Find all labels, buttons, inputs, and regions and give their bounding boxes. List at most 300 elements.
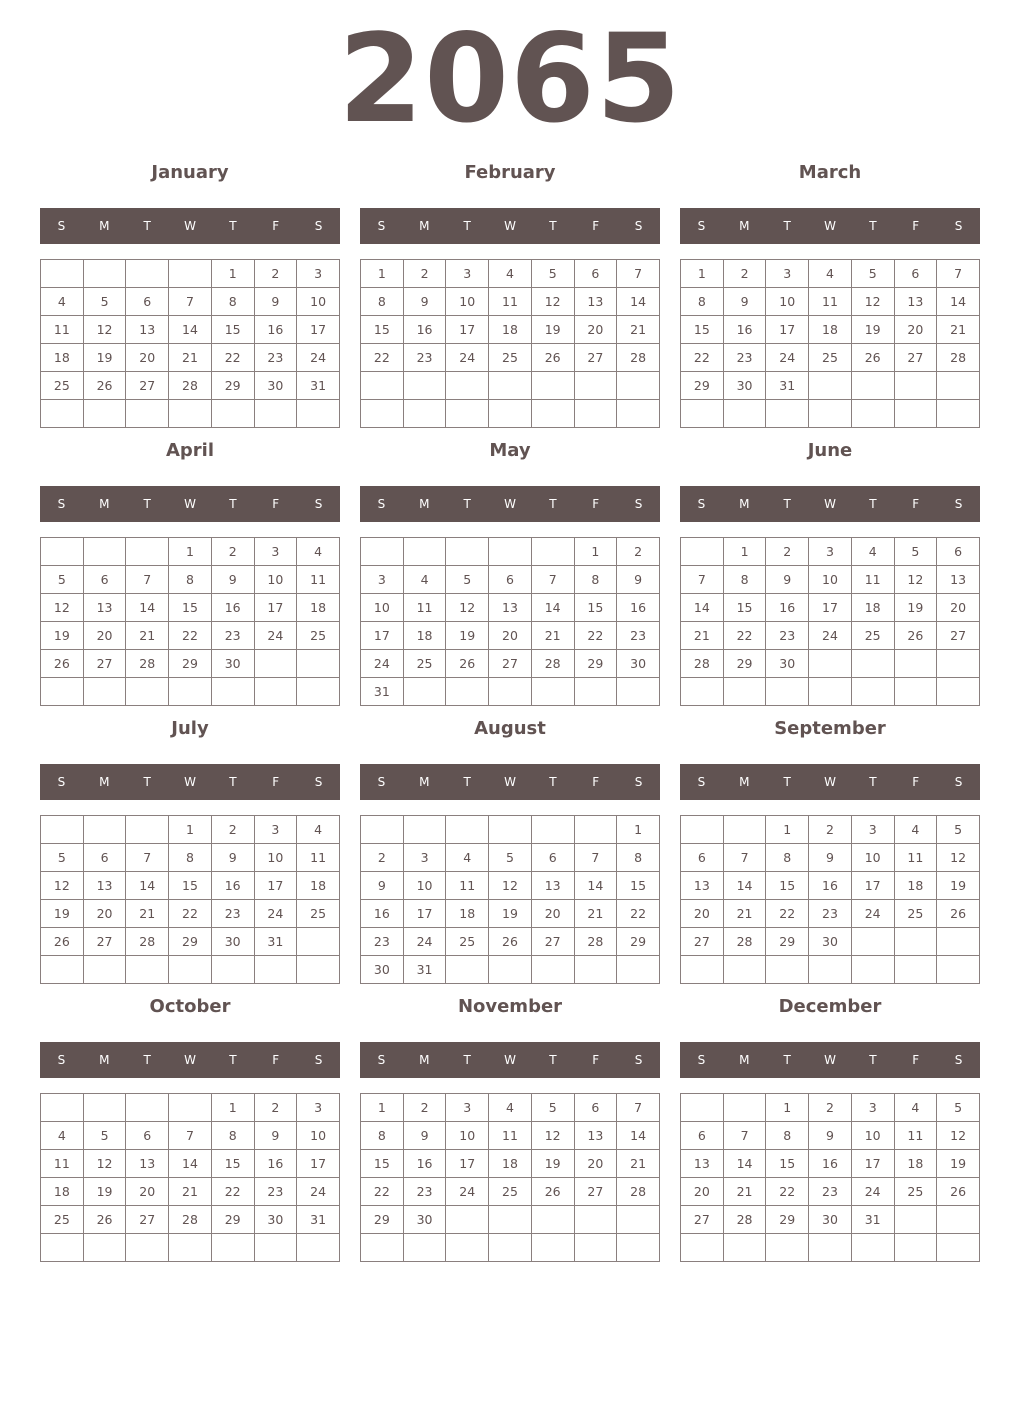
month-name: December (778, 996, 882, 1017)
day-cell: 31 (766, 372, 809, 400)
day-cell (446, 1234, 489, 1262)
week-row (361, 538, 660, 566)
day-cell: 16 (617, 594, 660, 622)
day-cell: 23 (403, 1178, 446, 1206)
day-cell: 31 (254, 928, 297, 956)
day-cell: 5 (937, 816, 980, 844)
day-cell: 3 (851, 1094, 894, 1122)
day-cell (361, 816, 404, 844)
weekday-label: T (229, 775, 237, 789)
day-cell (766, 400, 809, 428)
weekday-label: T (463, 219, 471, 233)
weekday-label: S (377, 219, 386, 233)
weekday-label: S (314, 219, 323, 233)
day-cell: 17 (446, 1150, 489, 1178)
day-cell: 12 (489, 872, 532, 900)
day-cell: 15 (211, 316, 254, 344)
day-cell (169, 1234, 212, 1262)
day-cell (937, 650, 980, 678)
day-cell: 5 (83, 288, 126, 316)
day-grid (40, 537, 340, 706)
day-cell: 29 (766, 928, 809, 956)
weekday-label: M (739, 219, 750, 233)
day-cell: 25 (297, 622, 340, 650)
day-cell: 16 (211, 594, 254, 622)
day-cell (489, 538, 532, 566)
week-row (361, 1206, 660, 1234)
day-cell (894, 678, 937, 706)
weekday-label: F (912, 775, 920, 789)
weekday-label: W (184, 219, 196, 233)
day-cell: 17 (254, 594, 297, 622)
day-cell: 25 (894, 900, 937, 928)
weekday-label: W (184, 775, 196, 789)
day-cell: 2 (403, 1094, 446, 1122)
day-cell: 6 (489, 566, 532, 594)
week-row (41, 566, 340, 594)
day-cell: 16 (254, 316, 297, 344)
day-cell (297, 400, 340, 428)
week-row (681, 1234, 980, 1262)
month-name: March (798, 162, 862, 183)
day-cell: 7 (169, 1122, 212, 1150)
weekday-label: T (463, 1053, 471, 1067)
week-row (41, 344, 340, 372)
day-cell: 8 (211, 1122, 254, 1150)
day-cell (894, 400, 937, 428)
day-cell (937, 400, 980, 428)
day-cell (894, 650, 937, 678)
week-row (361, 622, 660, 650)
weekday-label: T (549, 1053, 557, 1067)
day-cell: 17 (851, 1150, 894, 1178)
day-cell: 4 (894, 1094, 937, 1122)
day-cell: 5 (489, 844, 532, 872)
day-cell (169, 956, 212, 984)
day-cell: 14 (126, 872, 169, 900)
day-cell (254, 1234, 297, 1262)
day-cell: 21 (169, 1178, 212, 1206)
day-cell: 28 (617, 1178, 660, 1206)
day-cell: 9 (723, 288, 766, 316)
day-cell: 3 (809, 538, 852, 566)
day-cell: 10 (809, 566, 852, 594)
week-row (681, 622, 980, 650)
day-grid (360, 1093, 660, 1262)
day-cell (723, 1094, 766, 1122)
day-cell: 1 (574, 538, 617, 566)
day-cell: 9 (361, 872, 404, 900)
day-cell: 18 (894, 1150, 937, 1178)
day-cell: 9 (211, 844, 254, 872)
week-row (41, 1178, 340, 1206)
day-cell: 3 (361, 566, 404, 594)
weekday-label: S (697, 775, 706, 789)
weekday-label: T (783, 497, 791, 511)
day-cell: 23 (361, 928, 404, 956)
day-cell: 15 (766, 872, 809, 900)
day-cell: 12 (894, 566, 937, 594)
day-cell (446, 538, 489, 566)
day-cell (489, 400, 532, 428)
day-cell: 6 (681, 1122, 724, 1150)
day-cell: 17 (809, 594, 852, 622)
day-cell: 10 (851, 1122, 894, 1150)
day-cell: 9 (403, 288, 446, 316)
day-cell: 2 (723, 260, 766, 288)
day-cell: 15 (617, 872, 660, 900)
day-cell: 2 (254, 260, 297, 288)
day-cell (41, 538, 84, 566)
day-cell: 23 (254, 344, 297, 372)
month-name: October (149, 996, 231, 1017)
day-cell: 2 (254, 1094, 297, 1122)
day-cell (531, 956, 574, 984)
day-cell: 30 (723, 372, 766, 400)
weekday-label: M (739, 497, 750, 511)
day-cell: 3 (297, 260, 340, 288)
day-cell (446, 1206, 489, 1234)
day-cell: 9 (403, 1122, 446, 1150)
day-cell: 24 (766, 344, 809, 372)
day-cell: 24 (446, 1178, 489, 1206)
day-grid (40, 259, 340, 428)
weekday-label: F (272, 1053, 280, 1067)
day-cell: 9 (617, 566, 660, 594)
week-row (681, 260, 980, 288)
day-cell: 14 (169, 1150, 212, 1178)
week-row (41, 622, 340, 650)
week-row (361, 928, 660, 956)
day-cell (531, 816, 574, 844)
week-row (361, 678, 660, 706)
day-grid (40, 1093, 340, 1262)
weekday-header (680, 764, 980, 800)
day-cell: 18 (851, 594, 894, 622)
day-cell: 11 (403, 594, 446, 622)
day-cell: 26 (937, 1178, 980, 1206)
day-cell (297, 1234, 340, 1262)
day-cell: 27 (83, 650, 126, 678)
day-cell: 26 (489, 928, 532, 956)
week-row (681, 400, 980, 428)
month-name: January (151, 162, 229, 183)
day-cell: 17 (361, 622, 404, 650)
day-cell: 31 (297, 372, 340, 400)
day-cell: 13 (681, 1150, 724, 1178)
day-cell: 7 (126, 566, 169, 594)
week-row (681, 1094, 980, 1122)
week-row (361, 872, 660, 900)
day-cell (851, 678, 894, 706)
weekday-header (360, 486, 660, 522)
day-cell: 29 (617, 928, 660, 956)
day-cell: 12 (446, 594, 489, 622)
weekday-label: W (184, 1053, 196, 1067)
day-cell: 11 (489, 288, 532, 316)
day-cell: 9 (211, 566, 254, 594)
day-cell: 4 (41, 288, 84, 316)
week-row (361, 1122, 660, 1150)
day-cell: 27 (681, 928, 724, 956)
day-cell (531, 1206, 574, 1234)
week-row (41, 928, 340, 956)
day-cell: 22 (574, 622, 617, 650)
day-cell (41, 956, 84, 984)
day-cell: 11 (894, 1122, 937, 1150)
weekday-label: S (377, 1053, 386, 1067)
day-cell: 7 (574, 844, 617, 872)
day-cell: 10 (446, 288, 489, 316)
day-cell: 13 (894, 288, 937, 316)
day-cell (574, 1234, 617, 1262)
day-cell: 12 (937, 844, 980, 872)
weekday-header (40, 1042, 340, 1078)
day-cell: 10 (254, 566, 297, 594)
day-cell: 21 (723, 900, 766, 928)
week-row (361, 816, 660, 844)
day-cell: 19 (489, 900, 532, 928)
day-cell (937, 928, 980, 956)
day-cell: 21 (937, 316, 980, 344)
day-cell (851, 650, 894, 678)
weekday-label: T (229, 1053, 237, 1067)
day-cell (297, 678, 340, 706)
week-row (41, 956, 340, 984)
day-cell: 19 (937, 1150, 980, 1178)
day-cell: 14 (531, 594, 574, 622)
weekday-label: F (912, 1053, 920, 1067)
day-cell: 19 (83, 344, 126, 372)
week-row (361, 650, 660, 678)
day-cell (83, 400, 126, 428)
day-cell (681, 1234, 724, 1262)
day-cell: 22 (723, 622, 766, 650)
day-cell: 17 (297, 316, 340, 344)
day-cell: 23 (809, 900, 852, 928)
day-cell (574, 678, 617, 706)
day-cell: 4 (297, 816, 340, 844)
day-cell: 4 (489, 260, 532, 288)
week-row (361, 372, 660, 400)
day-cell: 11 (41, 316, 84, 344)
day-cell: 6 (574, 1094, 617, 1122)
weekday-label: W (824, 1053, 836, 1067)
weekday-label: T (143, 497, 151, 511)
week-row (361, 1150, 660, 1178)
day-cell (361, 538, 404, 566)
day-cell (937, 678, 980, 706)
day-cell: 4 (41, 1122, 84, 1150)
day-cell: 22 (766, 900, 809, 928)
day-cell (937, 372, 980, 400)
day-cell (531, 1234, 574, 1262)
day-cell: 20 (574, 1150, 617, 1178)
day-cell (894, 956, 937, 984)
day-cell (809, 650, 852, 678)
day-cell: 26 (83, 372, 126, 400)
weekday-label: F (592, 775, 600, 789)
day-cell: 27 (531, 928, 574, 956)
weekday-label: M (99, 1053, 110, 1067)
day-cell: 15 (681, 316, 724, 344)
day-cell: 18 (809, 316, 852, 344)
day-cell: 28 (681, 650, 724, 678)
day-cell: 20 (574, 316, 617, 344)
day-cell: 29 (766, 1206, 809, 1234)
day-cell: 28 (723, 1206, 766, 1234)
day-cell: 26 (41, 928, 84, 956)
day-cell: 16 (254, 1150, 297, 1178)
day-cell (894, 372, 937, 400)
day-cell: 21 (617, 316, 660, 344)
day-cell: 8 (211, 288, 254, 316)
week-row (681, 344, 980, 372)
day-cell: 23 (617, 622, 660, 650)
weekday-label: T (869, 775, 877, 789)
day-cell: 24 (851, 1178, 894, 1206)
weekday-header (680, 208, 980, 244)
weekday-label: S (314, 1053, 323, 1067)
week-row (681, 816, 980, 844)
day-cell (211, 956, 254, 984)
day-cell: 16 (403, 316, 446, 344)
day-cell: 7 (126, 844, 169, 872)
week-row (681, 566, 980, 594)
day-cell: 2 (403, 260, 446, 288)
weekday-label: W (504, 219, 516, 233)
day-cell: 14 (723, 872, 766, 900)
day-cell (531, 678, 574, 706)
day-cell: 9 (809, 844, 852, 872)
day-cell (723, 956, 766, 984)
day-cell: 20 (83, 900, 126, 928)
day-cell: 30 (254, 1206, 297, 1234)
day-cell: 3 (254, 538, 297, 566)
day-cell: 5 (531, 260, 574, 288)
week-row (681, 872, 980, 900)
day-cell: 29 (211, 372, 254, 400)
weekday-label: T (549, 219, 557, 233)
day-cell: 12 (531, 1122, 574, 1150)
day-cell (617, 1234, 660, 1262)
day-cell (41, 400, 84, 428)
day-cell: 7 (617, 260, 660, 288)
day-cell: 12 (851, 288, 894, 316)
day-cell: 14 (617, 288, 660, 316)
day-cell (169, 678, 212, 706)
weekday-header (40, 208, 340, 244)
day-cell (723, 1234, 766, 1262)
weekday-label: F (912, 219, 920, 233)
week-row (41, 538, 340, 566)
day-cell (894, 1234, 937, 1262)
day-cell (403, 538, 446, 566)
day-cell: 30 (809, 928, 852, 956)
day-cell: 31 (403, 956, 446, 984)
day-cell: 28 (126, 928, 169, 956)
weekday-label: F (592, 497, 600, 511)
day-cell (531, 372, 574, 400)
day-cell: 8 (766, 1122, 809, 1150)
week-row (681, 372, 980, 400)
day-cell: 16 (809, 1150, 852, 1178)
day-cell: 30 (809, 1206, 852, 1234)
weekday-label: S (57, 497, 66, 511)
week-row (681, 1150, 980, 1178)
day-cell: 15 (211, 1150, 254, 1178)
day-cell (446, 956, 489, 984)
day-cell (766, 956, 809, 984)
day-cell: 15 (361, 1150, 404, 1178)
day-cell (83, 956, 126, 984)
day-cell: 13 (83, 594, 126, 622)
day-cell: 25 (489, 344, 532, 372)
weekday-label: M (419, 497, 430, 511)
day-cell: 21 (531, 622, 574, 650)
day-cell: 31 (361, 678, 404, 706)
weekday-label: W (824, 219, 836, 233)
day-cell: 16 (211, 872, 254, 900)
day-cell: 3 (766, 260, 809, 288)
day-cell: 4 (489, 1094, 532, 1122)
day-cell: 11 (41, 1150, 84, 1178)
week-row (361, 344, 660, 372)
day-cell: 10 (403, 872, 446, 900)
day-cell (531, 538, 574, 566)
day-cell (126, 956, 169, 984)
day-cell: 7 (723, 1122, 766, 1150)
day-cell: 28 (617, 344, 660, 372)
day-cell (681, 956, 724, 984)
day-cell: 3 (254, 816, 297, 844)
week-row (361, 316, 660, 344)
day-cell: 8 (361, 288, 404, 316)
day-cell (41, 816, 84, 844)
week-row (361, 594, 660, 622)
day-cell (617, 372, 660, 400)
day-cell: 24 (297, 1178, 340, 1206)
day-cell: 11 (297, 566, 340, 594)
year-title: 2065 (338, 8, 682, 150)
day-cell (617, 1206, 660, 1234)
day-cell: 17 (403, 900, 446, 928)
day-cell (617, 400, 660, 428)
day-cell: 18 (297, 872, 340, 900)
day-cell (41, 1234, 84, 1262)
weekday-label: W (824, 497, 836, 511)
day-cell: 23 (723, 344, 766, 372)
weekday-label: T (869, 497, 877, 511)
day-cell: 27 (894, 344, 937, 372)
day-cell: 6 (83, 844, 126, 872)
day-cell: 15 (169, 594, 212, 622)
day-cell: 5 (937, 1094, 980, 1122)
day-cell: 5 (41, 844, 84, 872)
weekday-label: M (419, 1053, 430, 1067)
day-cell: 28 (531, 650, 574, 678)
day-cell: 16 (361, 900, 404, 928)
day-cell: 28 (574, 928, 617, 956)
day-cell (681, 400, 724, 428)
day-cell: 5 (83, 1122, 126, 1150)
weekday-label: S (634, 219, 643, 233)
day-cell (169, 1094, 212, 1122)
week-row (681, 956, 980, 984)
weekday-header (360, 208, 660, 244)
day-cell: 19 (531, 1150, 574, 1178)
day-cell (403, 400, 446, 428)
